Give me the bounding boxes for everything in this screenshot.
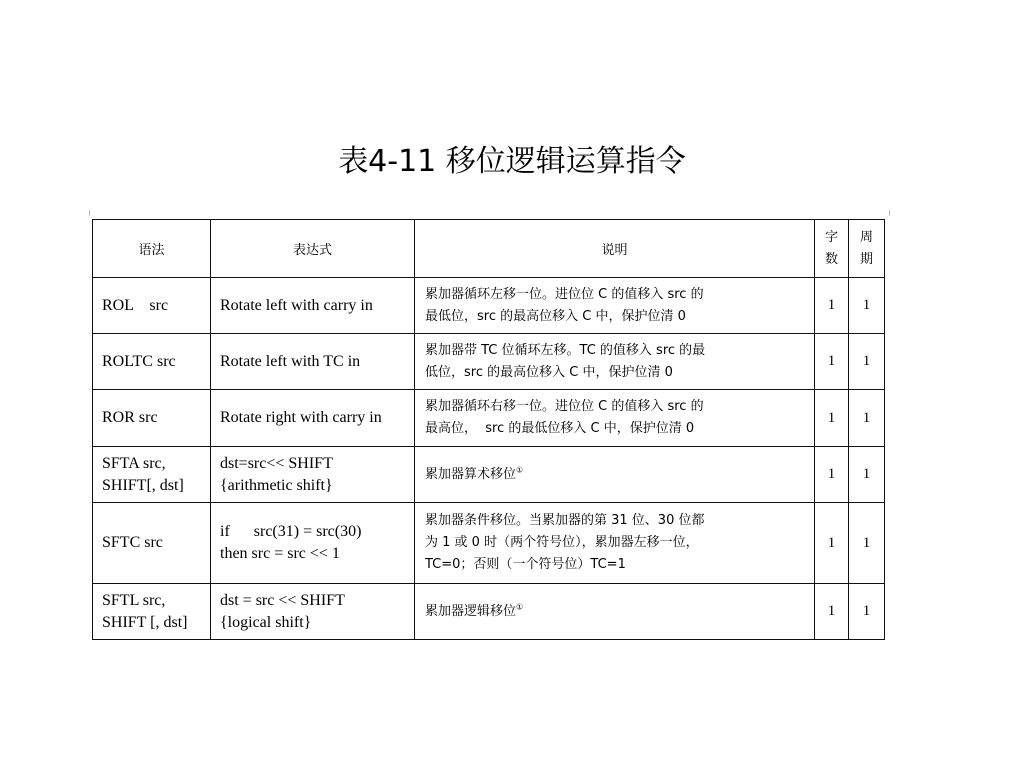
description-cell — [415, 390, 815, 447]
table-row — [93, 390, 885, 447]
syntax-line: ROLTC src — [102, 352, 176, 370]
syntax-cell — [93, 390, 211, 447]
header-words — [815, 220, 849, 278]
description-line: 累加器循环右移一位。进位位 C 的值移入 src 的 — [425, 399, 704, 414]
header-syntax: 语法 — [93, 220, 211, 278]
expression-line: then src = src << 1 — [220, 545, 340, 562]
cycles-cell: 1 — [849, 503, 885, 584]
words-cell: 1 — [815, 584, 849, 640]
description-line: 累加器逻辑移位 — [425, 603, 517, 619]
syntax-line: SFTC src — [102, 534, 163, 551]
expression-line: if src(31) = src(30) — [220, 523, 362, 540]
table-row — [93, 584, 885, 640]
syntax-line: SHIFT [, dst] — [102, 613, 188, 631]
header-cycles — [849, 220, 885, 278]
header-words-line: 字 — [824, 229, 838, 245]
table-row — [93, 503, 885, 584]
cycles-cell: 1 — [849, 334, 885, 390]
expression-cell — [211, 503, 415, 584]
table-row — [93, 447, 885, 503]
syntax-cell — [93, 278, 211, 334]
expression-line: Rotate left with carry in — [220, 296, 373, 314]
syntax-cell — [93, 503, 211, 584]
expression-line: Rotate left with TC in — [220, 352, 361, 370]
words-cell: 1 — [815, 390, 849, 447]
syntax-line: ROL src — [102, 296, 169, 314]
expression-cell — [211, 584, 415, 640]
syntax-line: ROR src — [102, 409, 158, 426]
description-cell — [415, 503, 815, 584]
syntax-line: SFTA src, — [102, 454, 166, 472]
description-cell — [415, 584, 815, 640]
expression-line: {logical shift} — [220, 613, 312, 631]
description-line: 低位，src 的最高位移入 C 中，保护位清 0 — [425, 364, 673, 380]
header-expression: 表达式 — [211, 220, 415, 278]
description-line: 为 1 或 0 时（两个符号位），累加器左移一位， — [425, 535, 699, 550]
footnote-mark: ① — [516, 465, 524, 475]
cycles-cell: 1 — [849, 447, 885, 503]
expression-cell — [211, 334, 415, 390]
scan-edge-mark-left — [89, 210, 90, 216]
header-cycles-line: 期 — [859, 251, 873, 267]
description-cell — [415, 447, 815, 503]
description-cell — [415, 278, 815, 334]
syntax-cell — [93, 584, 211, 640]
instruction-table — [92, 219, 885, 640]
page-title: 表4-11 移位逻辑运算指令 — [338, 144, 686, 179]
description-line: TC=0；否则（一个符号位）TC=1 — [425, 557, 626, 572]
expression-cell — [211, 390, 415, 447]
expression-line: dst=src<< SHIFT — [220, 454, 333, 472]
table-header-row — [93, 220, 885, 278]
description-line: 累加器条件移位。当累加器的第 31 位、30 位都 — [425, 513, 705, 528]
syntax-line: SFTL src, — [102, 591, 166, 609]
table-row — [93, 334, 885, 390]
description-line: 累加器循环左移一位。进位位 C 的值移入 src 的 — [425, 286, 704, 302]
header-description: 说明 — [415, 220, 815, 278]
header-cycles-line: 周 — [859, 229, 873, 245]
description-line: 最低位，src 的最高位移入 C 中，保护位清 0 — [425, 308, 686, 324]
expression-line: {arithmetic shift} — [220, 476, 333, 494]
expression-line: dst = src << SHIFT — [220, 591, 345, 609]
cycles-cell: 1 — [849, 390, 885, 447]
words-cell: 1 — [815, 447, 849, 503]
table-row — [93, 278, 885, 334]
description-line: 最高位， src 的最低位移入 C 中，保护位清 0 — [425, 421, 695, 436]
expression-cell — [211, 278, 415, 334]
footnote-mark: ① — [516, 602, 524, 612]
syntax-cell — [93, 447, 211, 503]
header-words-line: 数 — [824, 251, 838, 267]
words-cell: 1 — [815, 278, 849, 334]
words-cell: 1 — [815, 334, 849, 390]
expression-cell — [211, 447, 415, 503]
cycles-cell: 1 — [849, 278, 885, 334]
description-cell — [415, 334, 815, 390]
description-line: 累加器算术移位 — [425, 466, 517, 482]
syntax-cell — [93, 334, 211, 390]
description-line: 累加器带 TC 位循环左移。TC 的值移入 src 的最 — [425, 342, 706, 358]
expression-line: Rotate right with carry in — [220, 409, 382, 426]
scan-edge-mark-right — [889, 210, 890, 216]
syntax-line: SHIFT[, dst] — [102, 476, 184, 494]
cycles-cell: 1 — [849, 584, 885, 640]
words-cell: 1 — [815, 503, 849, 584]
